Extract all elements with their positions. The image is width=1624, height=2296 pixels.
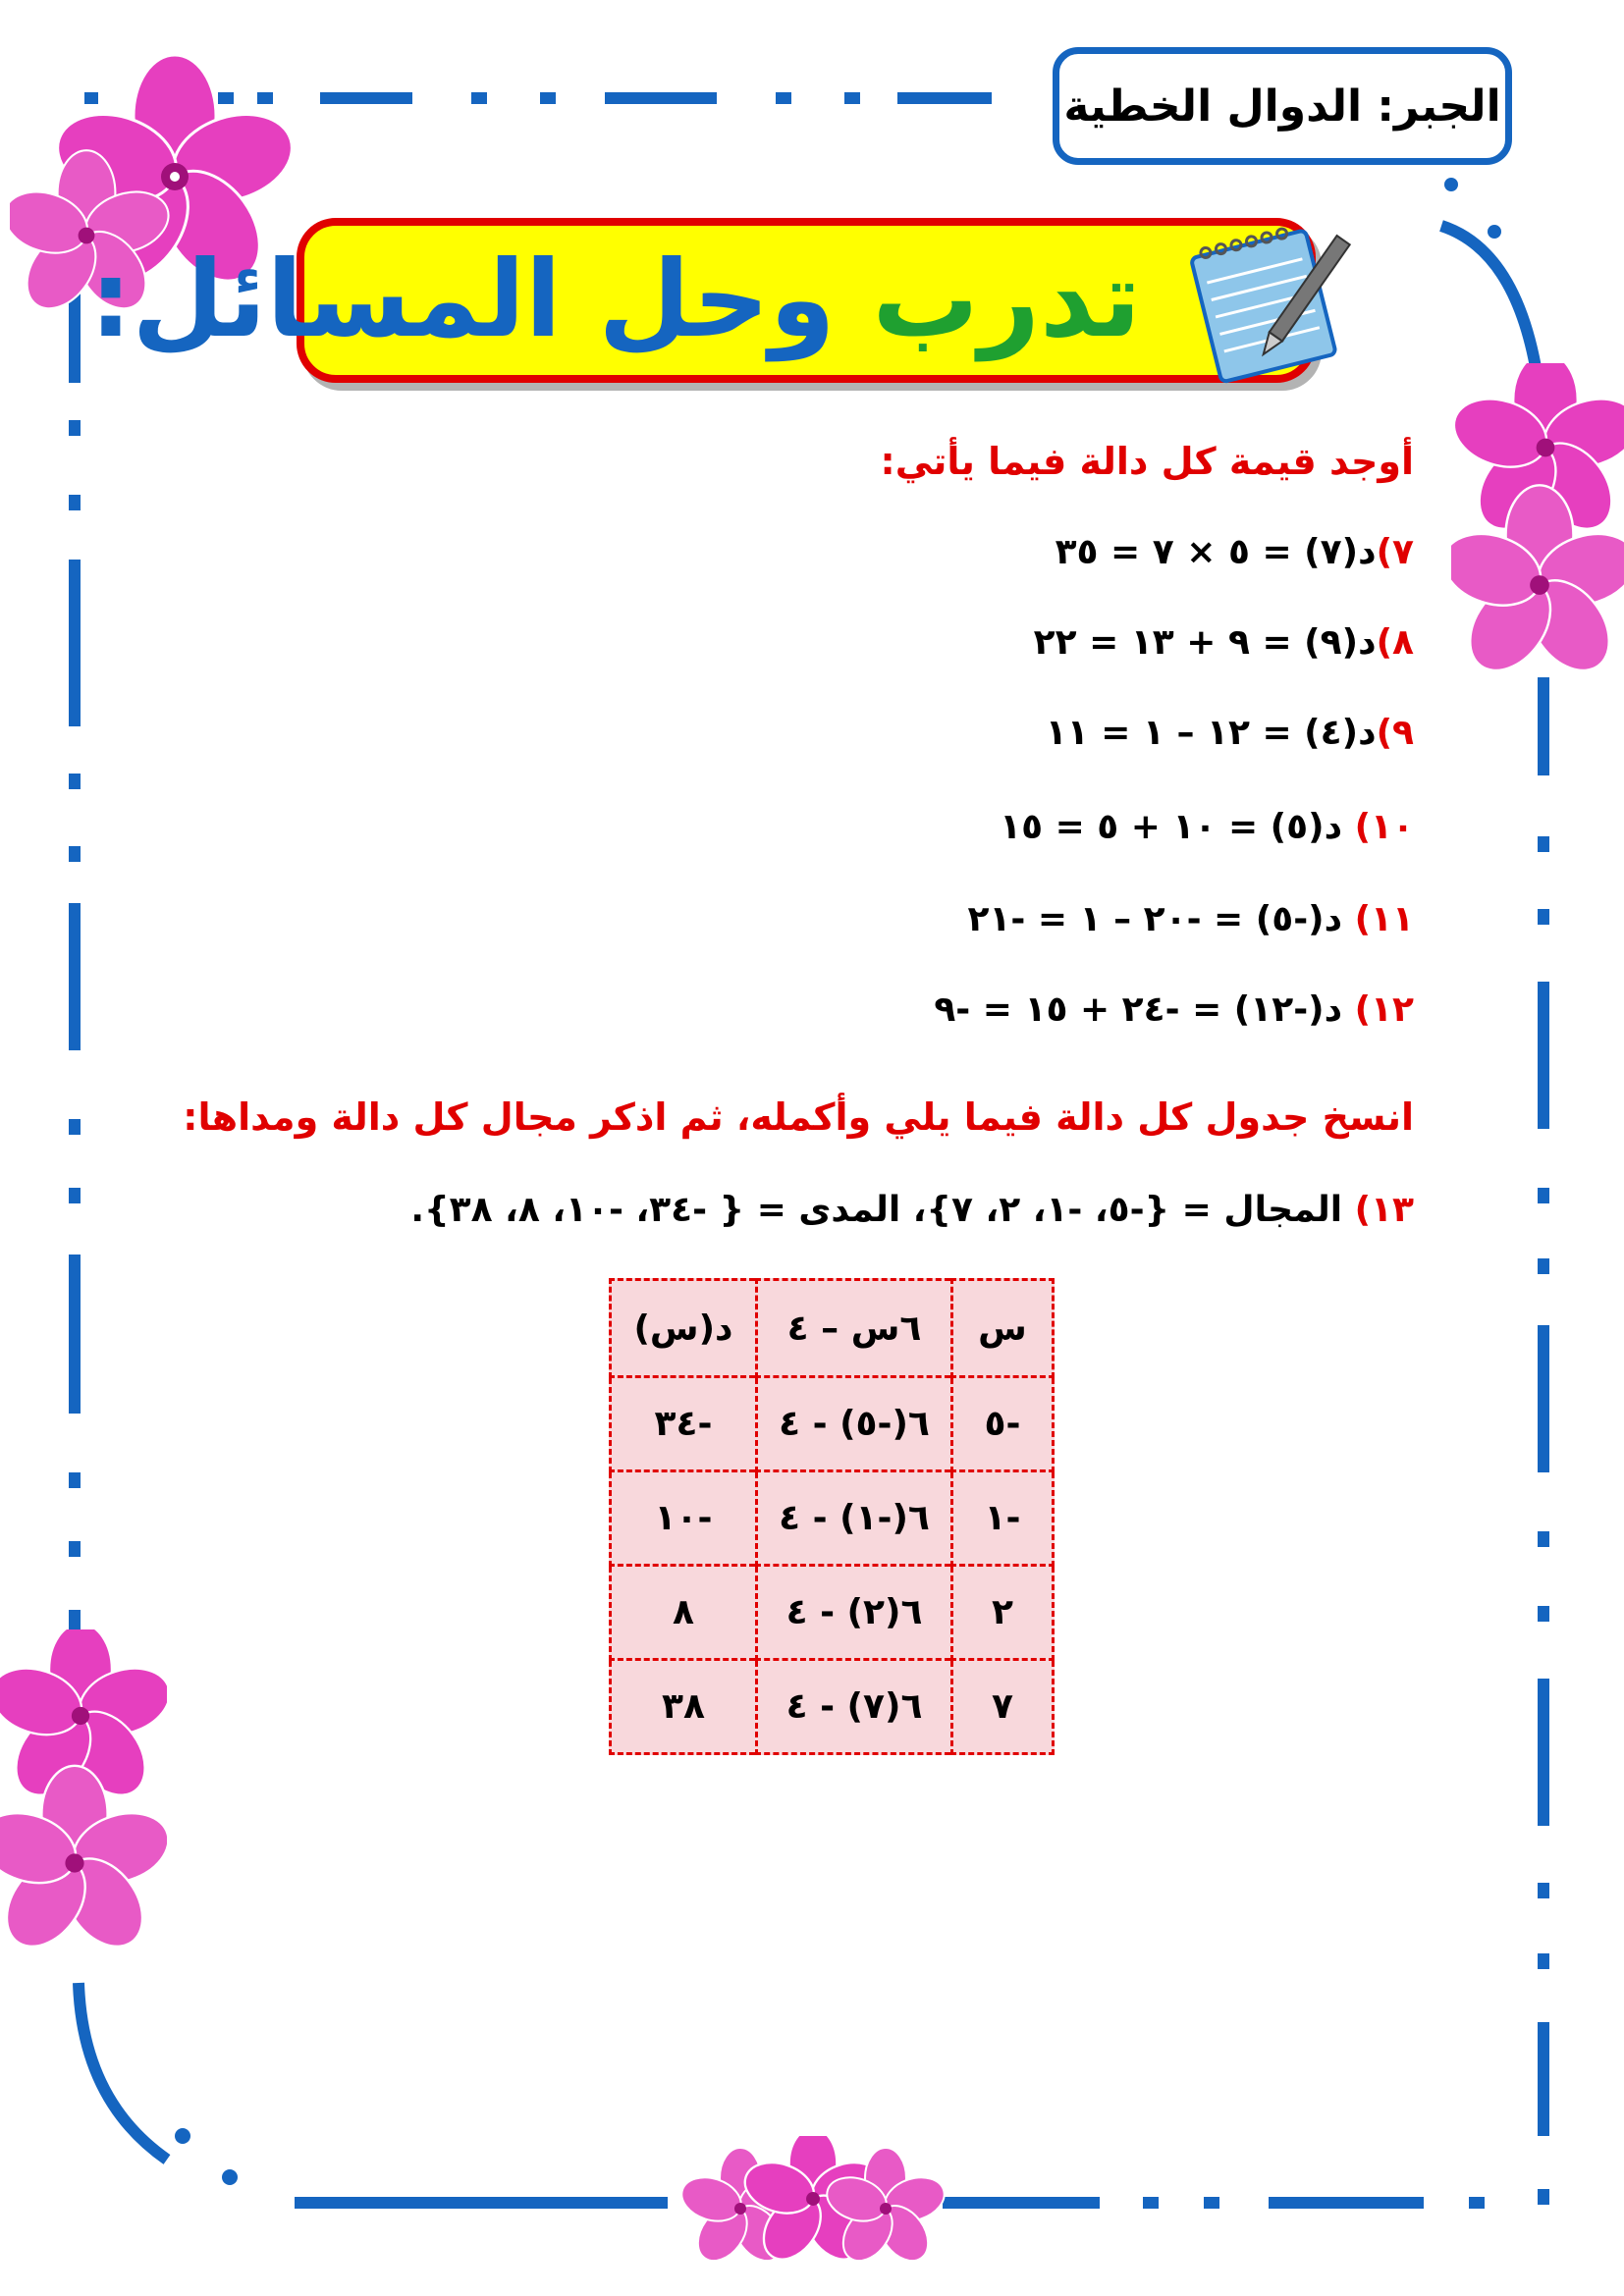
flower-decoration-right: [1451, 363, 1624, 687]
header-fx: د(س): [611, 1280, 757, 1377]
instruction-table: انسخ جدول كل دالة فيما يلي وأكمله، ثم اذكر مجال كل دالة ومداها:: [183, 1095, 1414, 1139]
header-expression: ٦س – ٤: [757, 1280, 952, 1377]
cell-x: ٧: [952, 1660, 1054, 1754]
cell-expression: ٦(٢) - ٤: [757, 1566, 952, 1660]
cell-x: ٢: [952, 1566, 1054, 1660]
exercise-item-13: [410, 1190, 1414, 1230]
item-text: د(٩) = ٩ + ١٣ = ٢٢: [1033, 622, 1377, 663]
item-number: ٧): [1376, 532, 1414, 572]
item-number: ١١): [1354, 899, 1414, 939]
topic-label: الجبر: الدوال الخطية: [1063, 80, 1501, 132]
cell-fx: ٨: [611, 1566, 757, 1660]
exercise-item-7: [1056, 532, 1414, 572]
item-text: د(٤) = ١٢ – ١ = ١١: [1045, 713, 1377, 753]
table-row: [611, 1377, 1054, 1471]
item-text: د(٥) = ١٠ + ٥ = ١٥: [1000, 807, 1355, 847]
exercise-item-8: [1034, 622, 1414, 663]
title-banner: [89, 218, 1316, 383]
topic-label-box: [1053, 47, 1512, 165]
item-text: د(٧) = ٥ × ٧ = ٣٥: [1055, 532, 1377, 572]
cell-x: -٥: [952, 1377, 1054, 1471]
exercise-item-11: [967, 899, 1414, 939]
item-number: ٨): [1376, 622, 1414, 663]
item-number: ١٣): [1354, 1190, 1414, 1230]
item-text: د(-١٢) = -٢٤ + ١٥ = -٩: [934, 989, 1355, 1030]
item-number: ١٢): [1354, 989, 1414, 1030]
item-number: ٩): [1376, 713, 1414, 753]
table-row: [611, 1660, 1054, 1754]
banner-word-green: تدرب: [872, 239, 1141, 361]
cell-fx: -١٠: [611, 1471, 757, 1566]
exercise-item-12: [934, 989, 1414, 1030]
instruction-evaluate: أوجد قيمة كل دالة فيما يأتي:: [880, 440, 1414, 483]
item-text: د(-٥) = -٢٠ – ١ = -٢١: [967, 899, 1355, 939]
banner-word-blue: وحل المسائل:: [89, 239, 836, 361]
item-text: المجال = {-٥، -١، ٢، ٧}، المدى = { -٣٤، -١٠، ٨، ٣٨}.: [410, 1190, 1355, 1230]
exercise-item-9: [1046, 713, 1414, 753]
banner-title: [89, 232, 1141, 369]
flower-decoration-left: [0, 1629, 167, 1953]
table-row: [611, 1566, 1054, 1660]
table-header-row: [611, 1280, 1054, 1377]
header-x: س: [952, 1280, 1054, 1377]
cell-x: -١: [952, 1471, 1054, 1566]
notebook-pencil-icon: [1186, 218, 1363, 385]
cell-expression: ٦(-١) - ٤: [757, 1471, 952, 1566]
cell-fx: -٣٤: [611, 1377, 757, 1471]
table-row: [611, 1471, 1054, 1566]
function-table: [609, 1278, 1055, 1755]
cell-expression: ٦(-٥) - ٤: [757, 1377, 952, 1471]
cell-expression: ٦(٧) - ٤: [757, 1660, 952, 1754]
flower-decoration-bottom: [668, 2136, 952, 2273]
cell-fx: ٣٨: [611, 1660, 757, 1754]
item-number: ١٠): [1354, 807, 1414, 847]
exercise-item-10: [1000, 807, 1414, 847]
